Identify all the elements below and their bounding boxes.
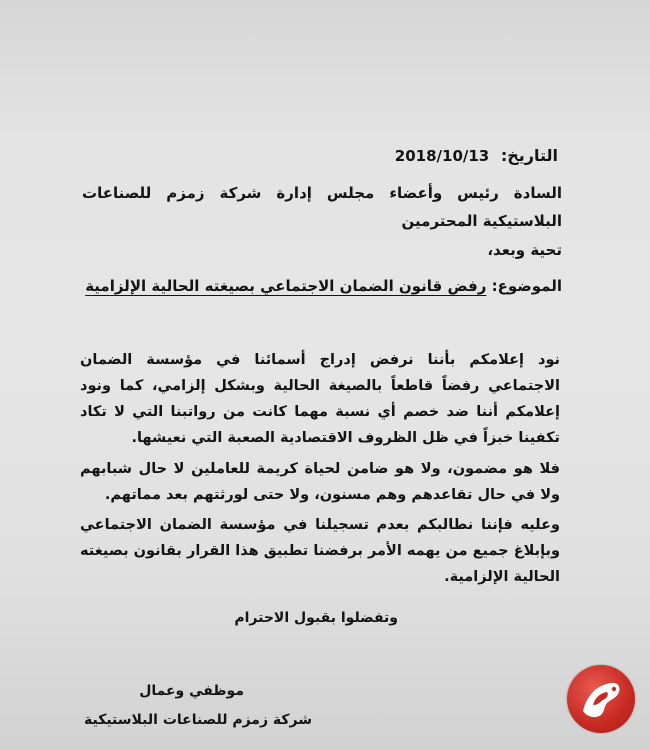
subject-text: رفض قانون الضمان الاجتماعي بصيغته الحالية الإلزامية: [85, 277, 487, 295]
date-value: 2018/10/13: [394, 147, 490, 165]
body-paragraph-1: نود إعلامكم بأننا نرفض إدراج أسمائنا في مؤسسة الضمان الاجتماعي رفضاً قاطعاً بالصيغة الحالية وبشكل إلزامي، كما ونود إعلامكم أننا ضد خصم أي نسبة مهما كانت من رواتبنا التي لا تكاد تكفينا خبزاً في ظل الظروف الاقتصادية الصعبة التي نعيشها.: [80, 352, 560, 446]
signature-line-2: شركة زمزم للصناعات البلاستيكية: [84, 712, 312, 728]
body-paragraph-2: فلا هو مضمون، ولا هو ضامن لحياة كريمة للعاملين لا حال شبابهم ولا في حال تقاعدهم وهم مسنون، ولا حتى لورثتهم بعد مماتهم.: [80, 461, 560, 503]
signature-line-1: موظفي وعمال: [139, 683, 244, 699]
subject-line: [85, 277, 562, 295]
body-paragraph-3: وعليه فإننا نطالبكم بعدم تسجيلنا في مؤسسة الضمان الاجتماعي وبإبلاغ جميع من يهمه الأمر برفضنا تطبيق هذا القرار بقانون بصيغته الحالية الإلزامية.: [80, 517, 560, 585]
date-label: التاريخ:: [500, 146, 558, 165]
news-agency-logo-icon: [567, 665, 635, 733]
greeting: تحية وبعد،: [487, 241, 562, 259]
subject-label: الموضوع:: [491, 277, 562, 295]
date-row: [395, 146, 558, 165]
addressee: السادة رئيس وأعضاء مجلس إدارة شركة زمزم للصناعات البلاستيكية المحترمين: [82, 184, 562, 230]
closing-line: وتفضلوا بقبول الاحترام: [234, 610, 398, 626]
